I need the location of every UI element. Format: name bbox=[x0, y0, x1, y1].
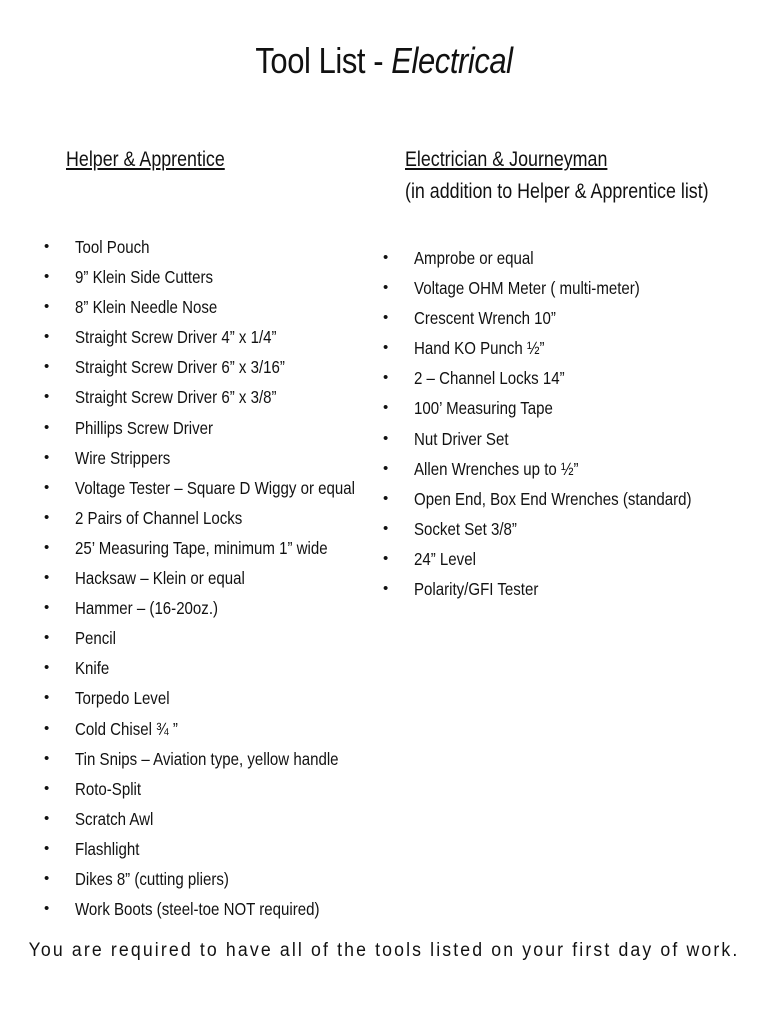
bullet-icon: • bbox=[383, 279, 389, 297]
helper-apprentice-list-item bbox=[44, 834, 374, 864]
electrician-journeyman-list-item bbox=[383, 544, 743, 574]
bullet-icon: • bbox=[44, 508, 50, 526]
helper-apprentice-list-item bbox=[44, 653, 374, 683]
helper-apprentice-list-item bbox=[44, 533, 374, 563]
bullet-icon: • bbox=[383, 580, 389, 598]
electrician-journeyman-list-item bbox=[383, 363, 743, 393]
helper-apprentice-list-item bbox=[44, 864, 374, 894]
tool-name: Tin Snips – Aviation type, yellow handle bbox=[75, 748, 339, 769]
tool-name: Knife bbox=[75, 658, 110, 679]
electrician-journeyman-list-item bbox=[383, 454, 743, 484]
tool-name: Hand KO Punch ½” bbox=[414, 338, 545, 359]
tool-name: Hammer – (16-20oz.) bbox=[75, 598, 219, 619]
bullet-icon: • bbox=[44, 448, 50, 466]
bullet-icon: • bbox=[44, 809, 50, 827]
tool-name: Socket Set 3/8” bbox=[414, 518, 517, 539]
tool-name: Phillips Screw Driver bbox=[75, 417, 213, 438]
bullet-icon: • bbox=[383, 549, 389, 567]
electrician-journeyman-list-item bbox=[383, 514, 743, 544]
bullet-icon: • bbox=[383, 429, 389, 447]
tool-name: Scratch Awl bbox=[75, 808, 154, 829]
bullet-icon: • bbox=[44, 328, 50, 346]
tool-name: 25’ Measuring Tape, minimum 1” wide bbox=[75, 537, 328, 558]
helper-apprentice-list-item bbox=[44, 473, 374, 503]
bullet-icon: • bbox=[44, 719, 50, 737]
helper-apprentice-list-item bbox=[44, 804, 374, 834]
tool-name: Crescent Wrench 10” bbox=[414, 308, 556, 329]
helper-apprentice-list-item bbox=[44, 352, 374, 382]
tool-name: 24” Level bbox=[414, 548, 476, 569]
electrician-journeyman-list-item bbox=[383, 303, 743, 333]
bullet-icon: • bbox=[44, 538, 50, 556]
tool-name: 2 Pairs of Channel Locks bbox=[75, 507, 243, 528]
bullet-icon: • bbox=[383, 489, 389, 507]
tool-name: 2 – Channel Locks 14” bbox=[414, 368, 565, 389]
tool-name: Cold Chisel ¾ ” bbox=[75, 718, 178, 739]
bullet-icon: • bbox=[44, 388, 50, 406]
bullet-icon: • bbox=[44, 659, 50, 677]
bullet-icon: • bbox=[383, 309, 389, 327]
helper-apprentice-list-item bbox=[44, 774, 374, 804]
bullet-icon: • bbox=[44, 268, 50, 286]
tool-name: Tool Pouch bbox=[75, 237, 150, 257]
bullet-icon: • bbox=[44, 238, 50, 255]
footer-note: You are required to have all of the tools listed on your first day of work. bbox=[28, 940, 740, 961]
bullet-icon: • bbox=[44, 689, 50, 707]
helper-apprentice-list-item bbox=[44, 683, 374, 713]
tool-name: Flashlight bbox=[75, 838, 140, 859]
electrician-journeyman-list-item bbox=[383, 574, 743, 604]
helper-apprentice-list-item bbox=[44, 744, 374, 774]
electrician-journeyman-list-item bbox=[383, 333, 743, 363]
helper-apprentice-list-item bbox=[44, 714, 374, 744]
helper-apprentice-heading bbox=[66, 144, 225, 176]
tool-name: Polarity/GFI Tester bbox=[414, 579, 539, 600]
helper-apprentice-list-item bbox=[44, 262, 374, 292]
electrician-journeyman-tool-list bbox=[383, 243, 743, 604]
helper-apprentice-list-item bbox=[44, 593, 374, 623]
bullet-icon: • bbox=[44, 629, 50, 647]
electrician-journeyman-heading bbox=[405, 144, 709, 208]
page-title bbox=[54, 40, 714, 82]
electrician-journeyman-list-item bbox=[383, 243, 743, 273]
helper-apprentice-list-item bbox=[44, 382, 374, 412]
electrician-journeyman-list-item bbox=[383, 424, 743, 454]
helper-apprentice-list-item bbox=[44, 232, 374, 262]
electrician-journeyman-list-item bbox=[383, 393, 743, 423]
tool-name: Nut Driver Set bbox=[414, 428, 509, 449]
helper-apprentice-list-item bbox=[44, 623, 374, 653]
electrician-journeyman-list-item bbox=[383, 273, 743, 303]
helper-apprentice-list-item bbox=[44, 292, 374, 322]
helper-apprentice-list-item bbox=[44, 563, 374, 593]
bullet-icon: • bbox=[44, 869, 50, 887]
tool-name: 9” Klein Side Cutters bbox=[75, 267, 214, 288]
bullet-icon: • bbox=[44, 569, 50, 587]
title-main: Tool List - bbox=[255, 40, 392, 81]
helper-apprentice-list-item bbox=[44, 413, 374, 443]
electrician-journeyman-subheading: (in addition to Helper & Apprentice list) bbox=[405, 180, 709, 203]
bullet-icon: • bbox=[44, 779, 50, 797]
tool-name: Torpedo Level bbox=[75, 688, 170, 709]
bullet-icon: • bbox=[383, 519, 389, 537]
tool-name: Wire Strippers bbox=[75, 447, 171, 468]
helper-apprentice-list-item bbox=[44, 443, 374, 473]
bullet-icon: • bbox=[383, 459, 389, 477]
bullet-icon: • bbox=[44, 358, 50, 376]
helper-apprentice-heading-text: Helper & Apprentice bbox=[66, 148, 225, 171]
electrician-journeyman-list-item bbox=[383, 484, 743, 514]
bullet-icon: • bbox=[44, 298, 50, 316]
bullet-icon: • bbox=[383, 339, 389, 357]
bullet-icon: • bbox=[383, 369, 389, 387]
tool-name: Amprobe or equal bbox=[414, 248, 534, 268]
tool-name: Straight Screw Driver 4” x 1/4” bbox=[75, 327, 277, 348]
helper-apprentice-list-item bbox=[44, 503, 374, 533]
bullet-icon: • bbox=[383, 249, 389, 266]
bullet-icon: • bbox=[383, 399, 389, 417]
bullet-icon: • bbox=[44, 749, 50, 767]
bullet-icon: • bbox=[44, 478, 50, 496]
tool-name: Dikes 8” (cutting pliers) bbox=[75, 868, 229, 889]
tool-name: Allen Wrenches up to ½” bbox=[414, 458, 579, 479]
helper-apprentice-list-item bbox=[44, 322, 374, 352]
tool-name: 100’ Measuring Tape bbox=[414, 398, 553, 419]
bullet-icon: • bbox=[44, 900, 50, 918]
tool-name: Voltage Tester – Square D Wiggy or equal bbox=[75, 477, 355, 498]
bullet-icon: • bbox=[44, 418, 50, 436]
tool-name: Pencil bbox=[75, 628, 116, 649]
tool-name: Voltage OHM Meter ( multi-meter) bbox=[414, 278, 640, 299]
tool-name: Straight Screw Driver 6” x 3/16” bbox=[75, 357, 285, 378]
tool-name: Straight Screw Driver 6” x 3/8” bbox=[75, 387, 277, 408]
tool-name: Work Boots (steel-toe NOT required) bbox=[75, 899, 320, 920]
bullet-icon: • bbox=[44, 839, 50, 857]
helper-apprentice-tool-list bbox=[44, 232, 374, 924]
electrician-journeyman-heading-text: Electrician & Journeyman bbox=[405, 148, 608, 171]
tool-name: Roto-Split bbox=[75, 778, 142, 799]
tool-name: 8” Klein Needle Nose bbox=[75, 297, 218, 318]
title-emphasis: Electrical bbox=[391, 40, 513, 81]
tool-name: Hacksaw – Klein or equal bbox=[75, 568, 245, 589]
bullet-icon: • bbox=[44, 599, 50, 617]
tool-name: Open End, Box End Wrenches (standard) bbox=[414, 488, 692, 509]
helper-apprentice-list-item bbox=[44, 894, 374, 924]
